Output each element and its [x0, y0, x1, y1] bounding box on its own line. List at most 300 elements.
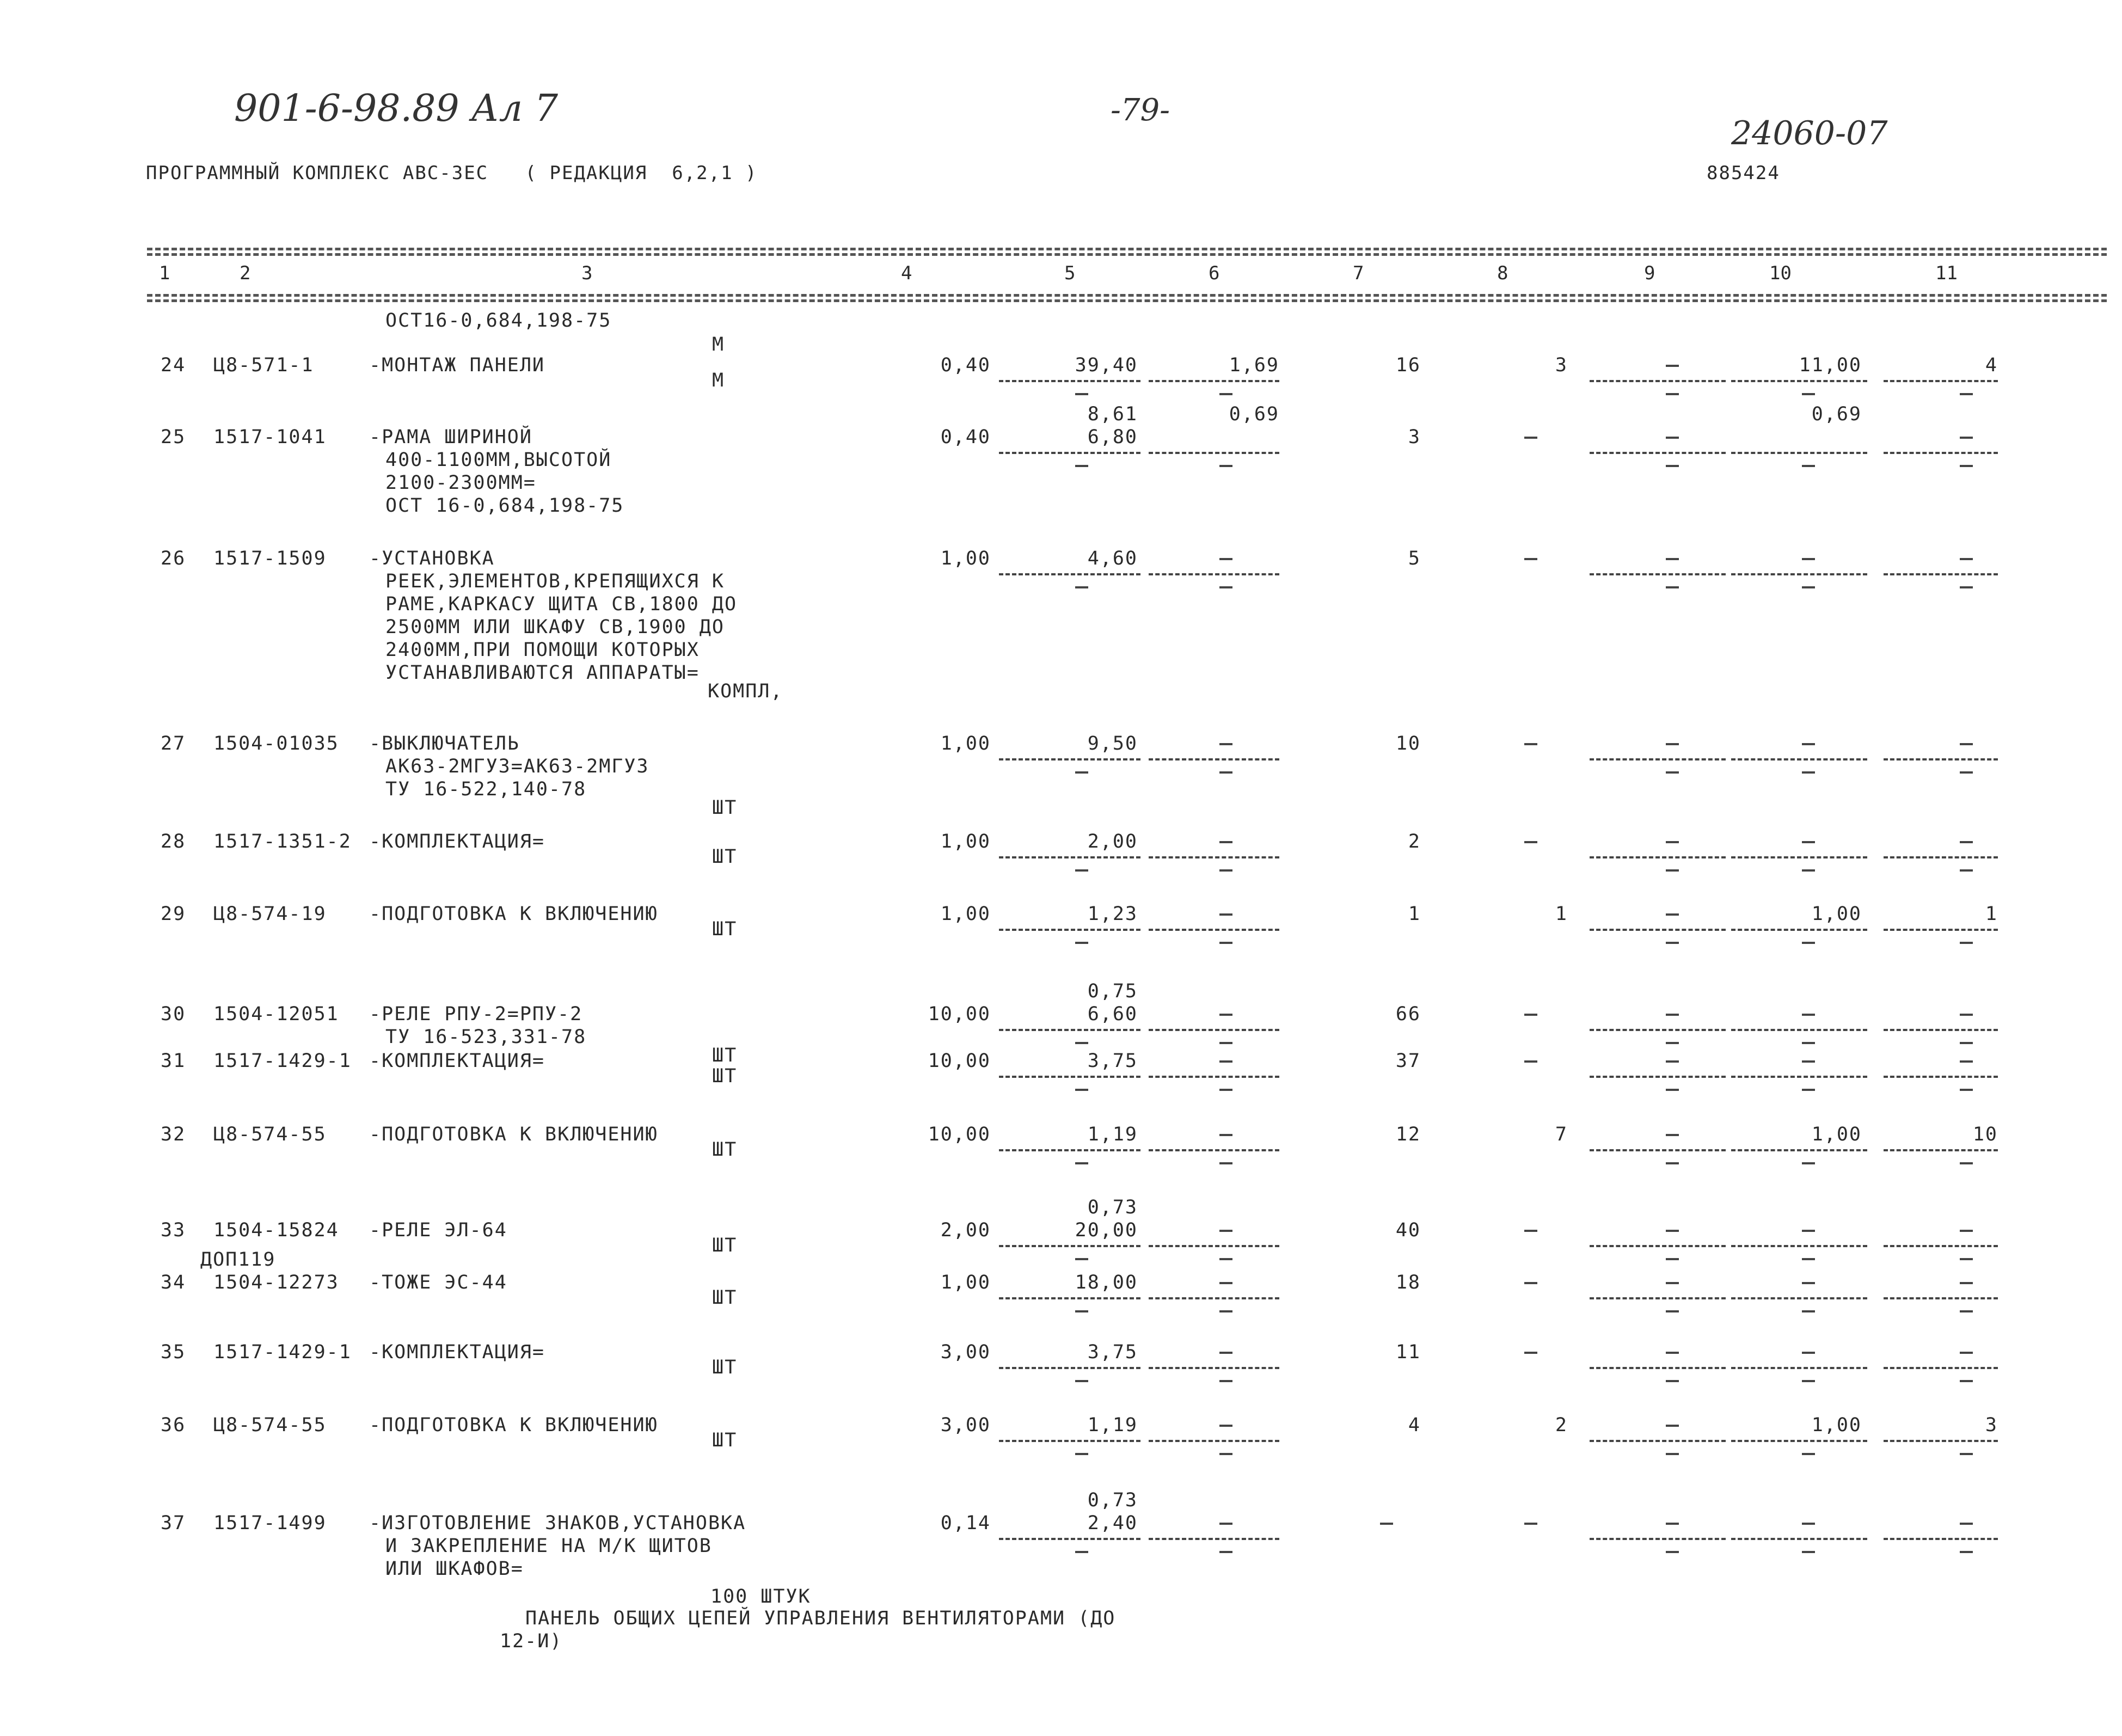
row-unit: М: [712, 370, 725, 391]
row-col10-dash: [1802, 1060, 1815, 1063]
row-col11-dash: [1960, 841, 1973, 843]
row-code: 1517-1499: [213, 1512, 327, 1534]
row-col9-underline: [1590, 929, 1726, 931]
row-col10-sub-dash: [1802, 1380, 1815, 1382]
row-description: РАМЕ,КАРКАСУ ЩИТА СВ,1800 ДО: [385, 593, 738, 615]
row-col10-sub-dash: [1802, 1551, 1815, 1553]
row-col4: 10,00: [928, 1050, 991, 1072]
row-number: 30: [161, 1003, 186, 1025]
row-number: 25: [161, 426, 186, 448]
row-code: 1517-1351-2: [213, 831, 352, 852]
row-col5: 0,75: [1087, 980, 1138, 1002]
col-4: 4: [901, 262, 912, 284]
row-col5-underline: [999, 1538, 1140, 1540]
row-col9-dash: [1666, 1352, 1679, 1354]
row-code: 1517-1041: [213, 426, 327, 448]
row-col6-underline: [1149, 1367, 1279, 1369]
row-description: -КОМПЛЕКТАЦИЯ=: [369, 1341, 545, 1363]
row-col6-sub-dash: [1219, 393, 1232, 395]
row-col6-underline: [1149, 758, 1279, 760]
row-col9-sub-dash: [1666, 1042, 1679, 1044]
row-col5-sub-dash: [1075, 1089, 1088, 1091]
col-9: 9: [1644, 262, 1655, 284]
row-col4: 2,00: [940, 1219, 991, 1241]
row-col9-dash: [1666, 1230, 1679, 1232]
row-col5: 0,73: [1087, 1489, 1138, 1511]
row-col10-underline: [1731, 1297, 1867, 1299]
row-col9-sub-dash: [1666, 1162, 1679, 1164]
row-col8: 3: [1555, 354, 1568, 376]
row-col9-underline: [1590, 856, 1726, 858]
row-col5-sub-dash: [1075, 465, 1088, 467]
row-col9-sub-dash: [1666, 869, 1679, 872]
footer-panel-title: ПАНЕЛЬ ОБЩИХ ЦЕПЕЙ УПРАВЛЕНИЯ ВЕНТИЛЯТОРАМИ (ДО: [525, 1608, 1116, 1629]
row-col5-sub-dash: [1075, 1258, 1088, 1260]
row-col11-sub-dash: [1960, 1162, 1973, 1164]
row-code: Ц8-574-55: [213, 1414, 327, 1436]
row-col6-sub-dash: [1219, 1551, 1232, 1553]
row-col6-sub-dash: [1219, 869, 1232, 872]
row-col6-underline: [1149, 1297, 1279, 1299]
row-col9-underline: [1590, 380, 1726, 382]
row-number: 34: [161, 1272, 186, 1293]
row-col10: 11,00: [1799, 354, 1862, 376]
footer-quantity: 100 ШТУК: [710, 1586, 811, 1608]
row-description: -РЕЛЕ ЭЛ-64: [369, 1219, 507, 1241]
row-col5-sub-dash: [1075, 1551, 1088, 1553]
row-col7: 40: [1395, 1219, 1421, 1241]
col-10: 10: [1769, 262, 1792, 284]
row-col7: 12: [1395, 1124, 1421, 1145]
row-col6-sub-dash: [1219, 465, 1232, 467]
row-col11: 3: [1985, 1414, 1998, 1436]
row-col11-underline: [1884, 758, 1998, 760]
col-11: 11: [1935, 262, 1958, 284]
row-col4: 1,00: [940, 831, 991, 852]
row-description: -МОНТАЖ ПАНЕЛИ: [369, 354, 545, 376]
row-col9-underline: [1590, 1076, 1726, 1078]
row-code: 1504-01035: [213, 733, 339, 754]
row-description: -ПОДГОТОВКА К ВКЛЮЧЕНИЮ: [369, 1124, 658, 1145]
row-col10: 1,00: [1811, 1414, 1862, 1436]
row-col6-dash: [1219, 743, 1232, 745]
row-description: 400-1100ММ,ВЫСОТОЙ: [385, 449, 612, 471]
row-col6-underline: [1149, 929, 1279, 931]
row-col10: 1,00: [1811, 1124, 1862, 1145]
row-col9-dash: [1666, 913, 1679, 916]
row-col9-underline: [1590, 758, 1726, 760]
row-description: -РЕЛЕ РПУ-2=РПУ-2: [369, 1003, 583, 1025]
row-col11-dash: [1960, 558, 1973, 560]
row-col9-sub-dash: [1666, 465, 1679, 467]
row-number: 37: [161, 1512, 186, 1534]
row-col4: 0,40: [940, 354, 991, 376]
header-rule-top: [147, 248, 2107, 250]
row-description: -КОМПЛЕКТАЦИЯ=: [369, 831, 545, 852]
row-col8-dash: [1524, 841, 1537, 843]
row-col10-sub-dash: [1802, 942, 1815, 944]
row-code: 1517-1509: [213, 548, 327, 569]
row-col5-sub-dash: [1075, 1042, 1088, 1044]
row-col7: 11: [1395, 1341, 1421, 1363]
row-col10-underline: [1731, 758, 1867, 760]
row-col10-sub-dash: [1802, 465, 1815, 467]
row-col7: 37: [1395, 1050, 1421, 1072]
row-description: ТУ 16-523,331-78: [385, 1026, 587, 1048]
row-unit: ШТ: [712, 1357, 738, 1378]
row-code: 1504-12273: [213, 1272, 339, 1293]
row-col7: 4: [1408, 1414, 1421, 1436]
row-col5-underline: [999, 758, 1140, 760]
row-col11-sub-dash: [1960, 586, 1973, 588]
inventory-number-handwritten: 24060-07: [1731, 114, 1888, 152]
row-col5: 1,19: [1087, 1414, 1138, 1436]
row-col6-underline: [1149, 452, 1279, 454]
row-note: ДОП119: [200, 1249, 276, 1271]
row-col10-underline: [1731, 1538, 1867, 1540]
col-7: 7: [1353, 262, 1364, 284]
row-unit: ШТ: [712, 1045, 738, 1066]
document-number: 885424: [1707, 162, 1780, 184]
row-number: 27: [161, 733, 186, 754]
row-col10-dash: [1802, 1352, 1815, 1354]
row-col11-underline: [1884, 452, 1998, 454]
row-col6-sub-dash: [1219, 942, 1232, 944]
row-description: АК63-2МГУЗ=АК63-2МГУЗ: [385, 756, 649, 777]
row-col11-sub-dash: [1960, 1089, 1973, 1091]
row-col9-dash: [1666, 1060, 1679, 1063]
row-code: 1517-1429-1: [213, 1341, 352, 1363]
row-col6-sub-dash: [1219, 1089, 1232, 1091]
row-col10-underline: [1731, 1440, 1867, 1442]
row-col9-underline: [1590, 1297, 1726, 1299]
row-description: ТУ 16-522,140-78: [385, 778, 587, 800]
row-col4: 1,00: [940, 548, 991, 569]
row-col9-dash: [1666, 1134, 1679, 1136]
row-col6-dash: [1219, 1014, 1232, 1016]
row-description: 2100-2300ММ=: [385, 472, 536, 494]
col-5: 5: [1064, 262, 1076, 284]
row-col10-sub-dash: [1802, 1162, 1815, 1164]
row-col11-dash: [1960, 1060, 1973, 1063]
row-col9-sub-dash: [1666, 1551, 1679, 1553]
row-col11-underline: [1884, 1076, 1998, 1078]
row-unit: ШТ: [712, 846, 738, 868]
row-col11-underline: [1884, 573, 1998, 575]
row-col6-dash: [1219, 1352, 1232, 1354]
row-col4: 10,00: [928, 1003, 991, 1025]
row-unit: ШТ: [712, 918, 738, 940]
row-col5: 9,50: [1087, 733, 1138, 754]
row-number: 26: [161, 548, 186, 569]
row-col5-underline: [999, 1076, 1140, 1078]
row-col10-sub-dash: [1802, 1089, 1815, 1091]
row-unit: ШТ: [712, 1287, 738, 1309]
row-col11-sub-dash: [1960, 1453, 1973, 1455]
row-col9-dash: [1666, 1425, 1679, 1427]
row-col11-dash: [1960, 437, 1973, 439]
row-col8-dash: [1524, 558, 1537, 560]
row-col9-sub-dash: [1666, 1453, 1679, 1455]
row-col11-underline: [1884, 1245, 1998, 1247]
row-unit: ШТ: [712, 797, 738, 819]
row-col11-sub-dash: [1960, 771, 1973, 774]
row-col4: 0,40: [940, 426, 991, 448]
row-col6: 1,69: [1229, 354, 1279, 376]
row-col10-underline: [1731, 1367, 1867, 1369]
row-col11-underline: [1884, 1029, 1998, 1031]
row-col5: 18,00: [1075, 1272, 1138, 1293]
row-code: Ц8-571-1: [213, 354, 314, 376]
row-unit: ШТ: [712, 1235, 738, 1256]
row-col5: 0,73: [1087, 1197, 1138, 1218]
row-description: УСТАНАВЛИВАЮТСЯ АППАРАТЫ=: [385, 662, 700, 684]
row-col6-sub-dash: [1219, 586, 1232, 588]
row-col8: 7: [1555, 1124, 1568, 1145]
continuation-line: ОСТ16-0,684,198-75: [385, 310, 612, 332]
row-col6-dash: [1219, 1282, 1232, 1284]
row-col8-dash: [1524, 1352, 1537, 1354]
row-col4: 1,00: [940, 903, 991, 925]
row-col5: 6,80: [1087, 426, 1138, 448]
row-col4: 3,00: [940, 1414, 991, 1436]
row-number: 24: [161, 354, 186, 376]
row-col10-underline: [1731, 573, 1867, 575]
row-col11-dash: [1960, 1014, 1973, 1016]
row-col9-underline: [1590, 1440, 1726, 1442]
row-col9-underline: [1590, 452, 1726, 454]
row-col5-underline: [999, 1297, 1140, 1299]
row-col4: 3,00: [940, 1341, 991, 1363]
row-col10-sub-dash: [1802, 1258, 1815, 1260]
row-col5: 1,23: [1087, 903, 1138, 925]
row-col6-sub-dash: [1219, 1380, 1232, 1382]
row-col9-underline: [1590, 1149, 1726, 1151]
row-col5: 20,00: [1075, 1219, 1138, 1241]
row-col6-underline: [1149, 1076, 1279, 1078]
page-number-handwritten: -79-: [1111, 93, 1170, 128]
row-number: 32: [161, 1124, 186, 1145]
row-col11-underline: [1884, 1149, 1998, 1151]
row-col5: 2,00: [1087, 831, 1138, 852]
row-col5: 2,40: [1087, 1512, 1138, 1534]
row-col11: 4: [1985, 354, 1998, 376]
row-col7: 66: [1395, 1003, 1421, 1025]
row-col8-dash: [1524, 1282, 1537, 1284]
header-rule-mid: [147, 253, 2107, 256]
row-description: -УСТАНОВКА: [369, 548, 495, 569]
row-col7: 18: [1395, 1272, 1421, 1293]
continuation-unit: М: [712, 334, 725, 355]
row-col4: 10,00: [928, 1124, 991, 1145]
row-unit: ШТ: [712, 1430, 738, 1451]
row-col6-dash: [1219, 1134, 1232, 1136]
row-col6-sub-dash: [1219, 1310, 1232, 1312]
col-6: 6: [1209, 262, 1220, 284]
row-col6-dash: [1219, 1060, 1232, 1063]
row-col10-dash: [1802, 1014, 1815, 1016]
row-col8-dash: [1524, 743, 1537, 745]
row-col5-underline: [999, 929, 1140, 931]
row-col6-dash: [1219, 841, 1232, 843]
row-col9-sub-dash: [1666, 586, 1679, 588]
row-description: И ЗАКРЕПЛЕНИЕ НА М/К ЩИТОВ: [385, 1535, 712, 1557]
row-col9-underline: [1590, 1367, 1726, 1369]
row-number: 35: [161, 1341, 186, 1363]
row-col11-sub-dash: [1960, 869, 1973, 872]
row-col6-underline: [1149, 1440, 1279, 1442]
row-col9-dash: [1666, 558, 1679, 560]
row-col8: 1: [1555, 903, 1568, 925]
row-col11-sub-dash: [1960, 465, 1973, 467]
row-col10-sub-dash: [1802, 1310, 1815, 1312]
row-col7: 3: [1408, 426, 1421, 448]
row-col6-underline: [1149, 1245, 1279, 1247]
row-col9-dash: [1666, 365, 1679, 367]
row-col8-dash: [1524, 1230, 1537, 1232]
row-description: 2400ММ,ПРИ ПОМОЩИ КОТОРЫХ: [385, 639, 700, 661]
row-col5-sub-dash: [1075, 393, 1088, 395]
row-col9-dash: [1666, 1523, 1679, 1525]
row-col10-underline: [1731, 1245, 1867, 1247]
row-col11-underline: [1884, 1538, 1998, 1540]
row-description: 2500ММ ИЛИ ШКАФУ СВ,1900 ДО: [385, 616, 725, 638]
row-col5: 6,60: [1087, 1003, 1138, 1025]
row-col6-underline: [1149, 1149, 1279, 1151]
row-col11-underline: [1884, 856, 1998, 858]
row-col6-underline: [1149, 1029, 1279, 1031]
row-col11-dash: [1960, 1230, 1973, 1232]
row-col6-underline: [1149, 1538, 1279, 1540]
row-col11-sub-dash: [1960, 942, 1973, 944]
row-col6-dash: [1219, 913, 1232, 916]
row-col5-sub-dash: [1075, 771, 1088, 774]
row-col11: 1: [1985, 903, 1998, 925]
row-col11-underline: [1884, 1440, 1998, 1442]
row-col6: 0,69: [1229, 403, 1279, 425]
row-col10-dash: [1802, 1282, 1815, 1284]
row-code: Ц8-574-55: [213, 1124, 327, 1145]
row-col11-sub-dash: [1960, 1551, 1973, 1553]
row-col10-sub-dash: [1802, 771, 1815, 774]
row-col6-sub-dash: [1219, 1453, 1232, 1455]
row-col7: 2: [1408, 831, 1421, 852]
row-col10-underline: [1731, 929, 1867, 931]
row-col6-underline: [1149, 856, 1279, 858]
row-col8-dash: [1524, 1060, 1537, 1063]
row-col4: 0,14: [940, 1512, 991, 1534]
row-col10-dash: [1802, 743, 1815, 745]
row-col5-sub-dash: [1075, 869, 1088, 872]
row-col8-dash: [1524, 1014, 1537, 1016]
row-col6-underline: [1149, 380, 1279, 382]
row-col5-underline: [999, 1367, 1140, 1369]
row-col11-sub-dash: [1960, 393, 1973, 395]
row-col7: 10: [1395, 733, 1421, 754]
row-col9-underline: [1590, 1029, 1726, 1031]
row-col11-dash: [1960, 743, 1973, 745]
row-col5: 3,75: [1087, 1050, 1138, 1072]
document-code-handwritten: 901-6-98.89 Ал 7: [234, 87, 558, 130]
row-number: 33: [161, 1219, 186, 1241]
row-col7-dash: [1380, 1523, 1393, 1525]
row-col6-dash: [1219, 1425, 1232, 1427]
header-rule-bottom: [147, 294, 2107, 297]
row-code: Ц8-574-19: [213, 903, 327, 925]
row-col10-sub-dash: [1802, 586, 1815, 588]
row-col5-sub-dash: [1075, 586, 1088, 588]
row-col6-sub-dash: [1219, 1042, 1232, 1044]
row-col11-underline: [1884, 380, 1998, 382]
row-col9-sub-dash: [1666, 1310, 1679, 1312]
row-col9-sub-dash: [1666, 393, 1679, 395]
row-col5-sub-dash: [1075, 1162, 1088, 1164]
row-description: -КОМПЛЕКТАЦИЯ=: [369, 1050, 545, 1072]
row-description: -ПОДГОТОВКА К ВКЛЮЧЕНИЮ: [369, 903, 658, 925]
row-col11-underline: [1884, 1367, 1998, 1369]
row-col6-sub-dash: [1219, 1162, 1232, 1164]
row-col11-underline: [1884, 1297, 1998, 1299]
program-title: ПРОГРАММНЫЙ КОМПЛЕКС АВС-ЗЕС ( РЕДАКЦИЯ 6,2,1 ): [146, 162, 758, 184]
row-col10-sub-dash: [1802, 1453, 1815, 1455]
row-unit: КОМПЛ,: [708, 680, 783, 702]
row-col9-dash: [1666, 1282, 1679, 1284]
row-unit: ШТ: [712, 1065, 738, 1087]
row-col8-dash: [1524, 1523, 1537, 1525]
row-col5-underline: [999, 573, 1140, 575]
row-col11: 10: [1972, 1124, 1998, 1145]
row-col9-dash: [1666, 743, 1679, 745]
col-8: 8: [1497, 262, 1508, 284]
row-col11-dash: [1960, 1282, 1973, 1284]
row-code: 1504-15824: [213, 1219, 339, 1241]
row-col9-underline: [1590, 1245, 1726, 1247]
row-col5-underline: [999, 1440, 1140, 1442]
row-col5: 3,75: [1087, 1341, 1138, 1363]
row-col9-sub-dash: [1666, 771, 1679, 774]
row-col6-dash: [1219, 1230, 1232, 1232]
row-description: РЕЕК,ЭЛЕМЕНТОВ,КРЕПЯЩИХСЯ К: [385, 571, 725, 592]
row-col10-underline: [1731, 1029, 1867, 1031]
row-col7: 16: [1395, 354, 1421, 376]
row-col5: 1,19: [1087, 1124, 1138, 1145]
row-col9-dash: [1666, 841, 1679, 843]
row-col5-underline: [999, 452, 1140, 454]
row-col11-sub-dash: [1960, 1310, 1973, 1312]
row-description: -ВЫКЛЮЧАТЕЛЬ: [369, 733, 520, 754]
row-col5: 39,40: [1075, 354, 1138, 376]
row-col7: 1: [1408, 903, 1421, 925]
row-col11-sub-dash: [1960, 1258, 1973, 1260]
row-col10: 0,69: [1811, 403, 1862, 425]
row-col9-sub-dash: [1666, 1380, 1679, 1382]
row-code: 1517-1429-1: [213, 1050, 352, 1072]
row-col11-sub-dash: [1960, 1380, 1973, 1382]
footer-panel-title-cont: 12-И): [500, 1630, 563, 1652]
row-col8: 2: [1555, 1414, 1568, 1436]
row-col9-sub-dash: [1666, 1258, 1679, 1260]
row-description: ОСТ 16-0,684,198-75: [385, 495, 624, 517]
row-number: 36: [161, 1414, 186, 1436]
row-description: -ТОЖЕ ЭС-44: [369, 1272, 507, 1293]
row-col10-underline: [1731, 452, 1867, 454]
row-description: -ПОДГОТОВКА К ВКЛЮЧЕНИЮ: [369, 1414, 658, 1436]
row-col9-underline: [1590, 573, 1726, 575]
row-col11-dash: [1960, 1352, 1973, 1354]
row-col5-sub-dash: [1075, 1310, 1088, 1312]
row-col5-underline: [999, 1245, 1140, 1247]
col-1: 1: [159, 262, 170, 284]
